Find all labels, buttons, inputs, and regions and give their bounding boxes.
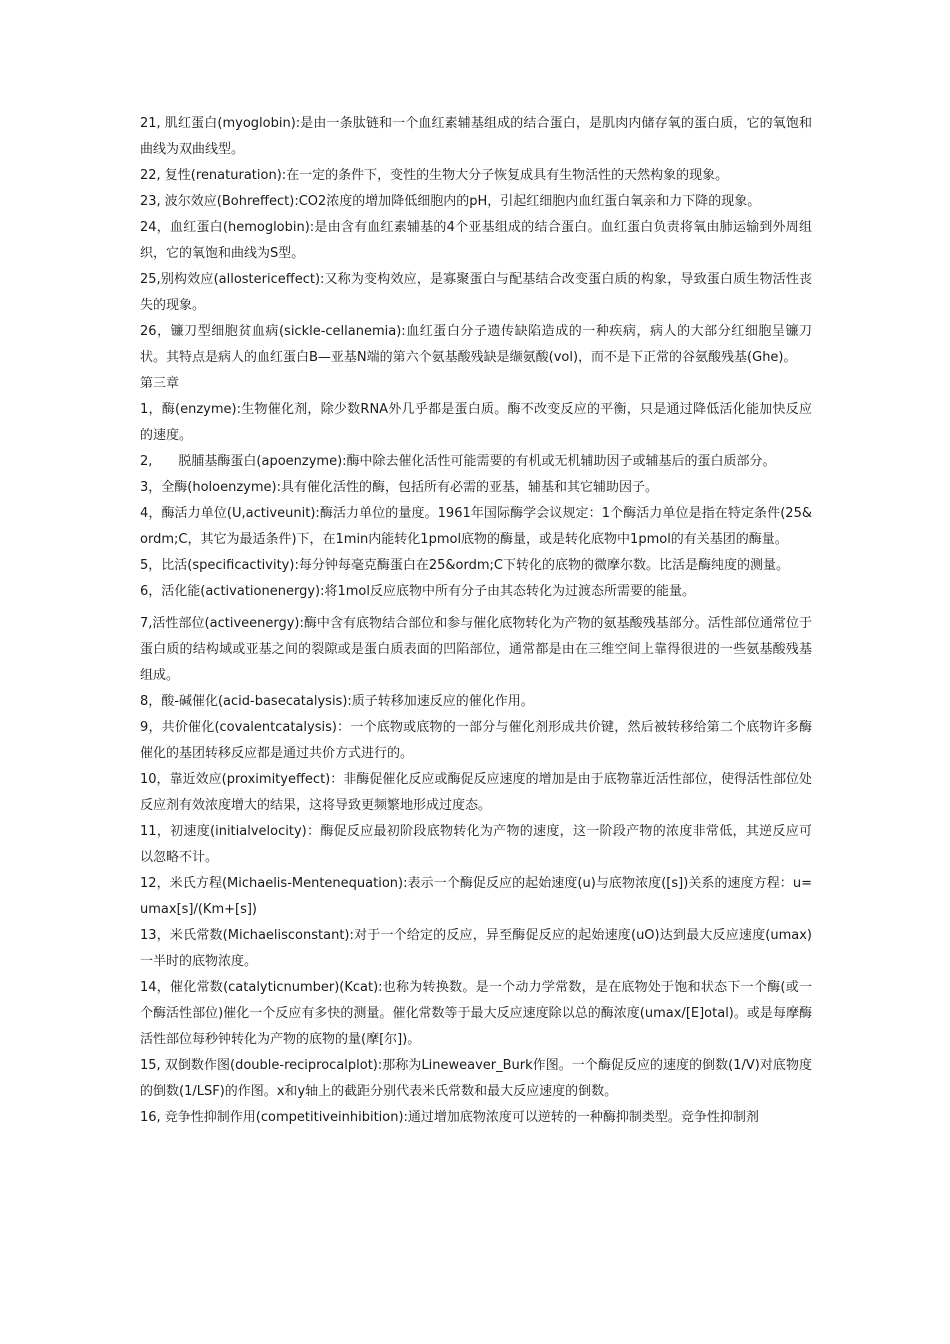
paragraph-7-active-site: 7,活性部位(activeenergy):酶中含有底物结合部位和参与催化底物转化为产物的氨基酸残基部分。活性部位通常位于蛋白质的结构域或亚基之间的裂隙或是蛋白质表面的凹陷部位，通常都是由在三维空间上靠得很进的一些氨基酸残基组成。 — [140, 616, 812, 683]
paragraph-26-sickle-cell-anemia: 26，镰刀型细胞贫血病(sickle-cellanemia):血红蛋白分子遗传缺陷造成的一种疾病，病人的大部分红细胞呈镰刀状。其特点是病人的血红蛋白B—亚基N端的第六个氨基酸残缺是缬氨酸(vol)，而不是下正常的谷氨酸残基(Ghe)。 — [140, 324, 812, 365]
paragraph-21-myoglobin: 21, 肌红蛋白(myoglobin):是由一条肽链和一个血红素辅基组成的结合蛋白，是肌肉内储存氧的蛋白质，它的氧饱和曲线为双曲线型。 — [140, 116, 812, 157]
paragraph-1-enzyme: 1，酶(enzyme):生物催化剂，除少数RNA外几乎都是蛋白质。酶不改变反应的平衡，只是通过降低活化能加快反应的速度。 — [140, 402, 812, 443]
paragraph-23-bohr-effect: 23, 波尔效应(Bohreffect):CO2浓度的增加降低细胞内的pH，引起红细胞内血红蛋白氧亲和力下降的现象。 — [140, 194, 761, 209]
paragraph-2-apoenzyme: 2, 脱脯基酶蛋白(apoenzyme):酶中除去催化活性可能需要的有机或无机辅助因子或辅基后的蛋白质部分。 — [140, 454, 776, 469]
paragraph-25-allosteric-effect: 25,别构效应(allostericeffect):又称为变构效应，是寡聚蛋白与配基结合改变蛋白质的构象，导致蛋白质生物活性丧失的现象。 — [140, 272, 812, 313]
paragraph-13-michaelis-constant: 13，米氏常数(Michaelisconstant):对于一个给定的反应，异至酶促反应的起始速度(uO)达到最大反应速度(umax)一半时的底物浓度。 — [140, 928, 812, 969]
paragraph-9-covalent-catalysis: 9，共价催化(covalentcatalysis)：一个底物或底物的一部分与催化剂形成共价键，然后被转移给第二个底物许多酶催化的基团转移反应都是通过共价方式进行的。 — [140, 720, 812, 761]
paragraph-22-renaturation: 22, 复性(renaturation):在一定的条件下，变性的生物大分子恢复成具有生物活性的天然构象的现象。 — [140, 168, 729, 183]
paragraph-3-holoenzyme: 3，全酶(holoenzyme):具有催化活性的酶，包括所有必需的亚基，辅基和其它辅助因子。 — [140, 480, 658, 495]
paragraph-14-catalytic-number: 14，催化常数(catalyticnumber)(Kcat):也称为转换数。是一个动力学常数，是在底物处于饱和状态下一个酶(或一个酶活性部位)催化一个反应有多快的测量。催化常数等于最大反应速度除以总的酶浓度(umax/[E]otal)。或是每摩酶活性部位每秒钟转化为产物的底物的量(摩[尔])。 — [140, 980, 812, 1047]
paragraph-12-michaelis-menten-equation: 12，米氏方程(Michaelis-Mentenequation):表示一个酶促反应的起始速度(u)与底物浓度([s])关系的速度方程：u=umax[s]/(Km+[s]) — [140, 876, 812, 917]
paragraph-15-double-reciprocal-plot: 15, 双倒数作图(double-reciprocalplot):那称为Lineweaver_Burk作图。一个酶促反应的速度的倒数(1/V)对底物度的倒数(1/LSF)的作图。x和y轴上的截距分别代表米氏常数和最大反应速度的倒数。 — [140, 1058, 812, 1099]
paragraph-10-proximity-effect: 10，靠近效应(proximityeffect)：非酶促催化反应或酶促反应速度的增加是由于底物靠近活性部位，使得活性部位处反应剂有效浓度增大的结果，这将导致更频繁地形成过度态。 — [140, 772, 812, 813]
paragraph-4-active-unit: 4，酶活力单位(U,activeunit):酶活力单位的量度。1961年国际酶学会议规定：1个酶活力单位是指在特定条件(25&ordm;C，其它为最适条件)下，在1min内能转化1pmol底物的酶量，或是转化底物中1pmol的有关基团的酶量。 — [140, 506, 812, 547]
paragraph-6-activation-energy: 6，活化能(activationenergy):将1mol反应底物中所有分子由其态转化为过渡态所需要的能量。 — [140, 584, 695, 599]
paragraph-8-acid-base-catalysis: 8，酸-碱催化(acid-basecatalysis):质子转移加速反应的催化作用。 — [140, 694, 534, 709]
document-page — [140, 111, 812, 1131]
paragraph-24-hemoglobin: 24，血红蛋白(hemoglobin):是由含有血红素辅基的4个亚基组成的结合蛋白。血红蛋白负责将氧由肺运输到外周组织，它的氧饱和曲线为S型。 — [140, 220, 812, 261]
paragraph-11-initial-velocity: 11，初速度(initialvelocity)：酶促反应最初阶段底物转化为产物的速度，这一阶段产物的浓度非常低，其逆反应可以忽略不计。 — [140, 824, 812, 865]
paragraph-5-specific-activity: 5，比活(specificactivity):每分钟每毫克酶蛋白在25&ordm;C下转化的底物的微摩尔数。比活是酶纯度的测量。 — [140, 558, 789, 573]
paragraph-16-competitive-inhibition: 16, 竞争性抑制作用(competitiveinhibition):通过增加底物浓度可以逆转的一种酶抑制类型。竞争性抑制剂 — [140, 1110, 759, 1125]
chapter-heading: 第三章 — [140, 376, 180, 391]
